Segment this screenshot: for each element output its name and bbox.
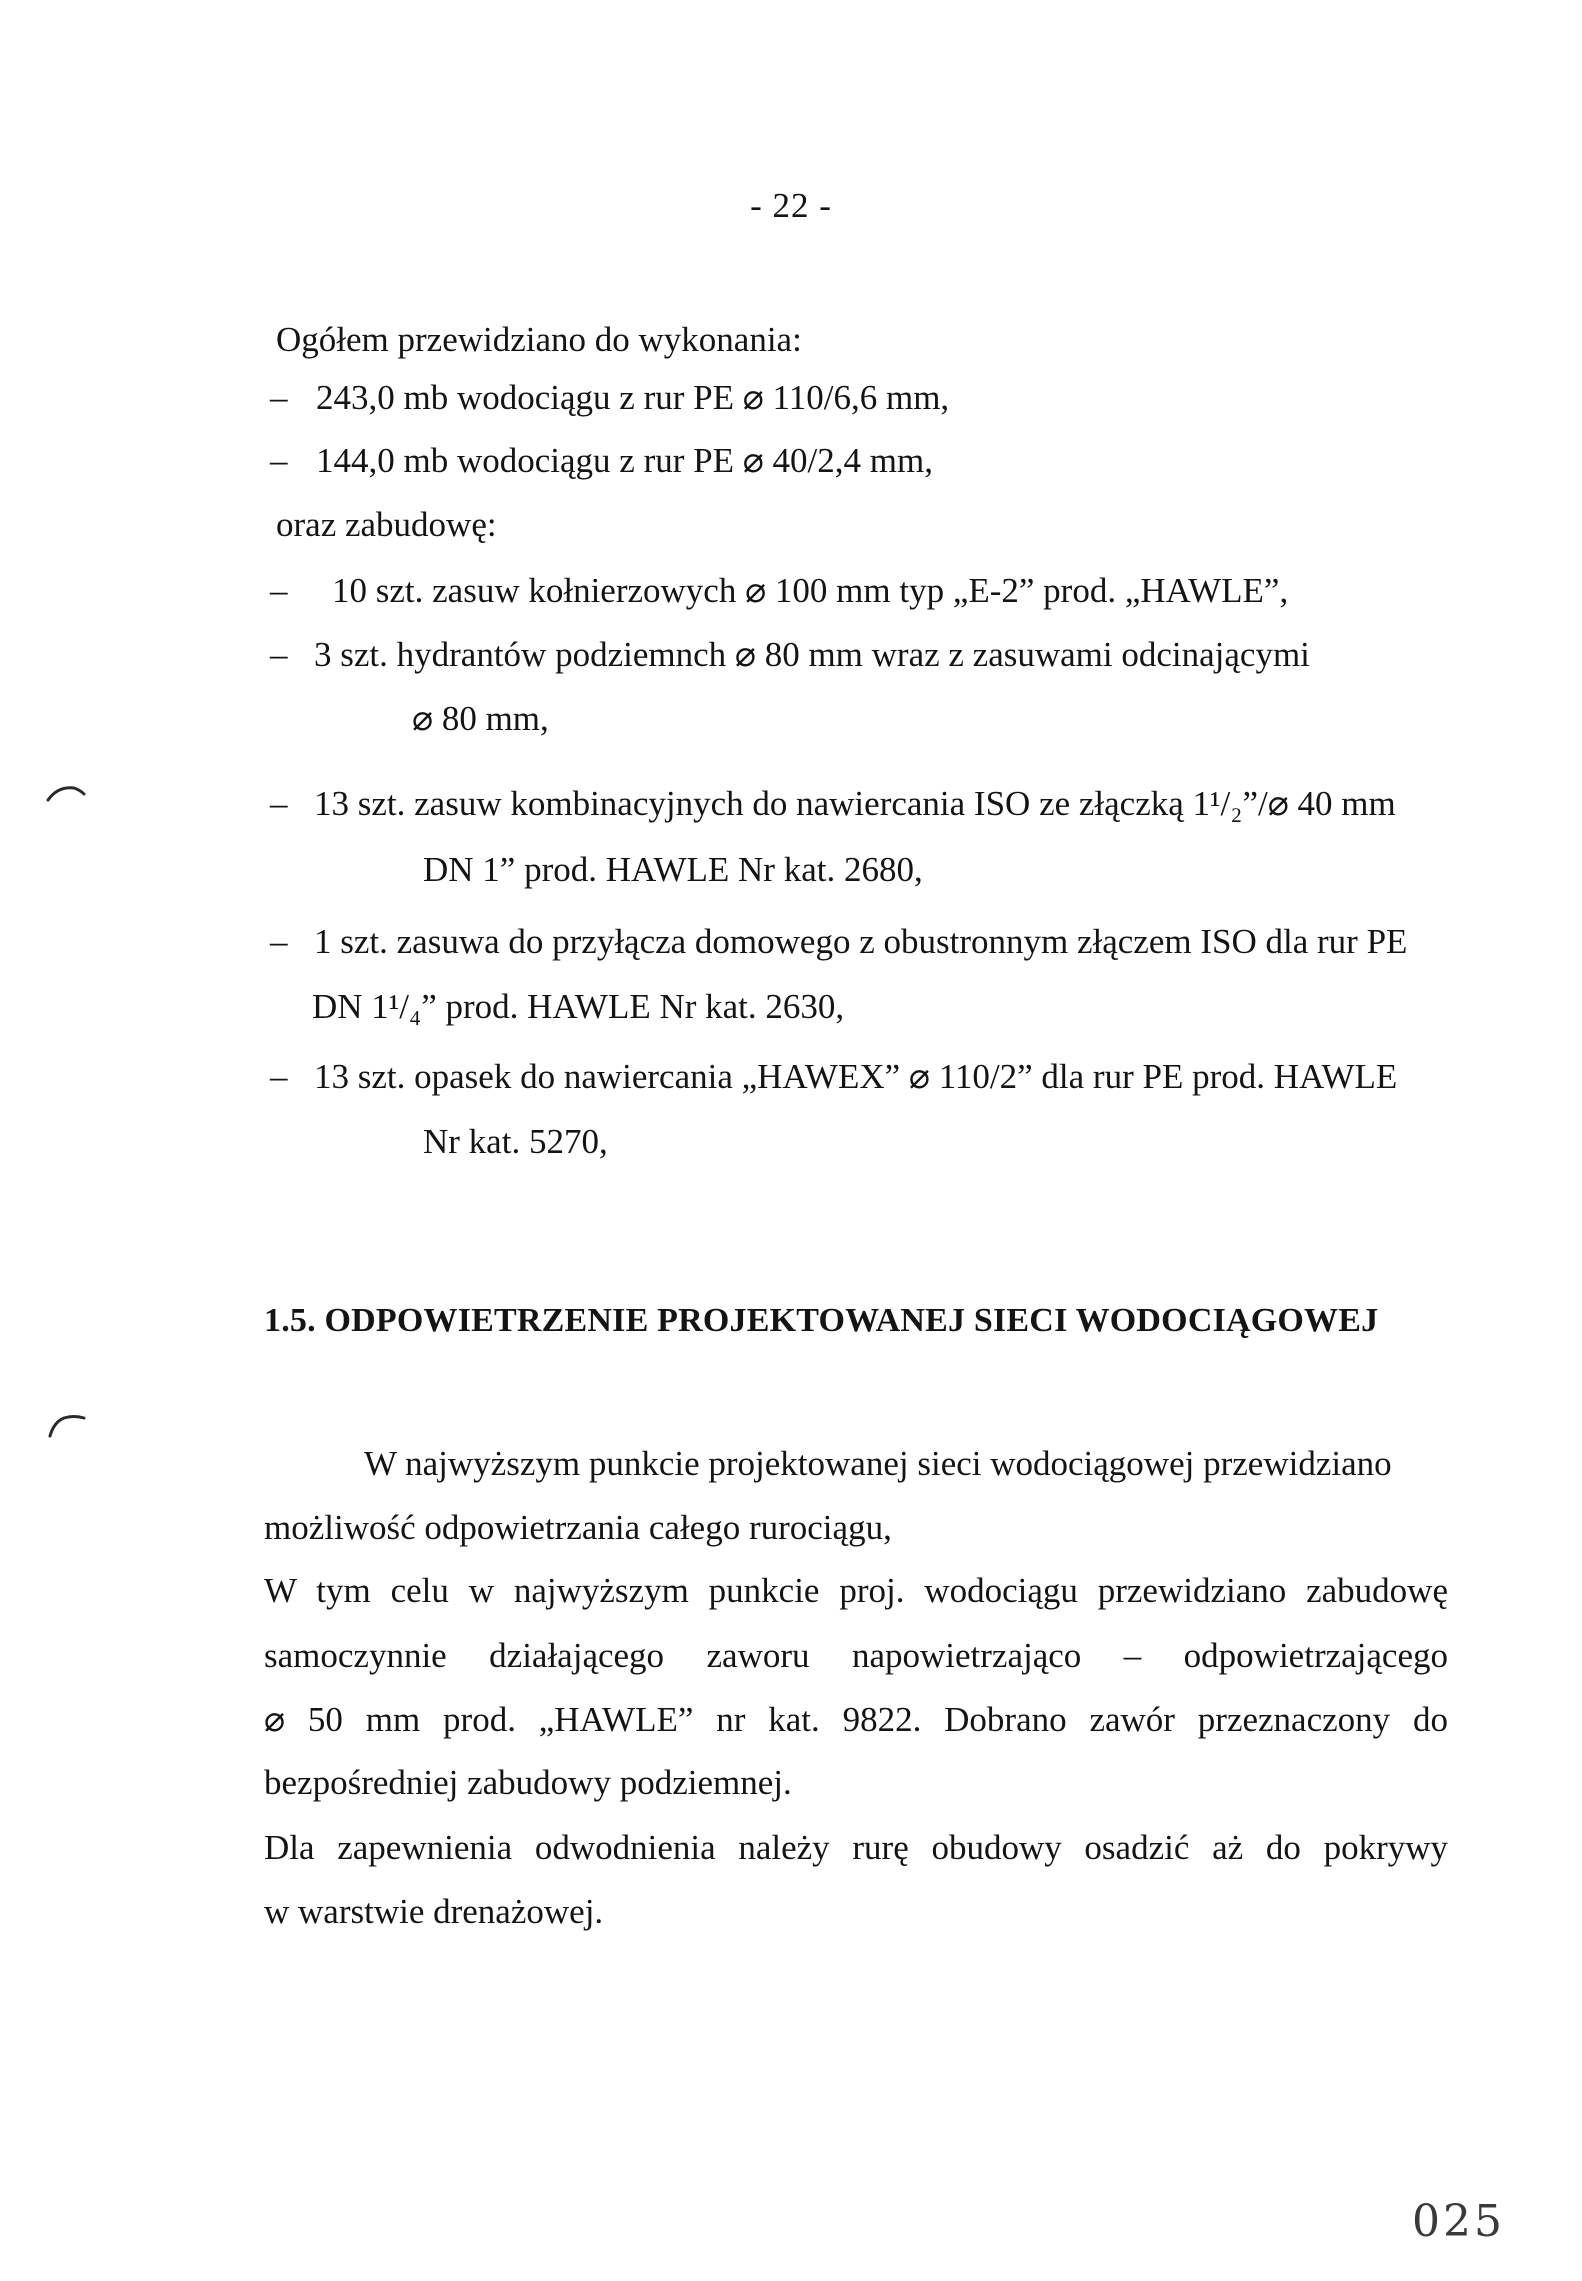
- dash-bullet: –: [270, 378, 288, 417]
- list-item-text: 13 szt. zasuw kombinacyjnych do nawiercania ISO ze złączką 1¹/₂”/⌀ 40 mm: [314, 784, 1396, 823]
- list-item-continuation: DN 1” prod. HAWLE Nr kat. 2680,: [423, 850, 923, 889]
- dash-bullet: –: [270, 441, 288, 480]
- section-heading: 1.5. ODPOWIETRZENIE PROJEKTOWANEJ SIECI WODOCIĄGOWEJ: [264, 1302, 1379, 1339]
- dash-bullet: –: [270, 1057, 288, 1096]
- list-item-text: 13 szt. opasek do nawiercania „HAWEX” ⌀ 110/2” dla rur PE prod. HAWLE: [314, 1057, 1398, 1096]
- dash-bullet: –: [270, 784, 288, 823]
- body-line: samoczynnie działającego zaworu napowietrzająco – odpowietrzającego: [264, 1636, 1448, 1675]
- list-item-text: 144,0 mb wodociągu z rur PE ⌀ 40/2,4 mm,: [316, 441, 933, 480]
- dash-bullet: –: [270, 922, 288, 961]
- intro-text: Ogółem przewidziano do wykonania:: [276, 320, 802, 359]
- stamp-page-number: 025: [1412, 2196, 1505, 2247]
- list-item-continuation: Nr kat. 5270,: [423, 1122, 608, 1161]
- body-line: Dla zapewnienia odwodnienia należy rurę obudowy osadzić aż do pokrywy: [264, 1828, 1448, 1867]
- dash-bullet: –: [270, 571, 288, 610]
- list-item-text: 243,0 mb wodociągu z rur PE ⌀ 110/6,6 mm,: [316, 378, 950, 417]
- body-line: W tym celu w najwyższym punkcie proj. wodociągu przewidziano zabudowę: [264, 1571, 1448, 1610]
- page-number: - 22 -: [750, 186, 832, 225]
- body-line: W najwyższym punkcie projektowanej sieci wodociągowej przewidziano: [364, 1444, 1392, 1483]
- fittings-intro: oraz zabudowę:: [276, 505, 497, 544]
- body-line: w warstwie drenażowej.: [264, 1892, 604, 1931]
- margin-punch-mark: [44, 1410, 90, 1440]
- margin-punch-mark: [44, 780, 90, 806]
- dash-bullet: –: [270, 635, 288, 674]
- body-line: ⌀ 50 mm prod. „HAWLE” nr kat. 9822. Dobrano zawór przeznaczony do: [264, 1700, 1448, 1739]
- list-item-text: 1 szt. zasuwa do przyłącza domowego z obustronnym złączem ISO dla rur PE: [314, 922, 1408, 961]
- body-line: możliwość odpowietrzania całego rurociągu,: [264, 1508, 892, 1547]
- list-item-text: 3 szt. hydrantów podziemnch ⌀ 80 mm wraz z zasuwami odcinającymi: [314, 635, 1310, 674]
- list-item-continuation: DN 1¹/₄” prod. HAWLE Nr kat. 2630,: [312, 987, 845, 1026]
- list-item-continuation: ⌀ 80 mm,: [412, 699, 549, 738]
- body-line: bezpośredniej zabudowy podziemnej.: [264, 1763, 792, 1802]
- list-item-text: 10 szt. zasuw kołnierzowych ⌀ 100 mm typ „E-2” prod. „HAWLE”,: [332, 571, 1289, 610]
